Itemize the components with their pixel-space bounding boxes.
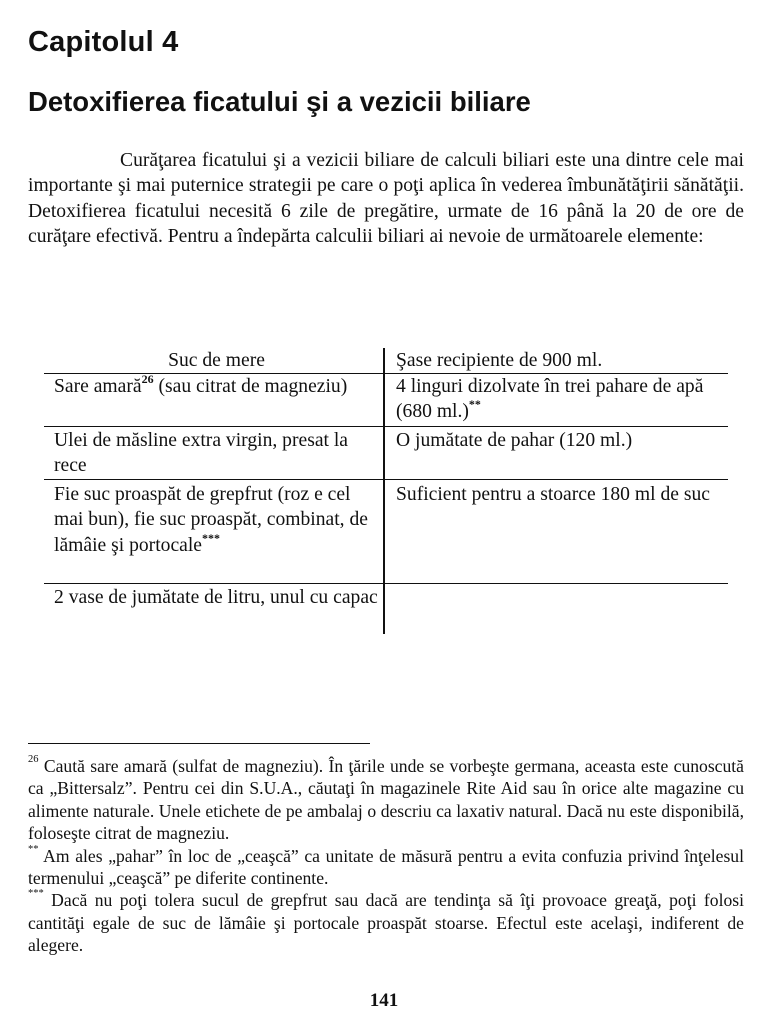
table-cell-item: 2 vase de jumătate de litru, unul cu capac bbox=[54, 587, 378, 608]
supplies-table bbox=[44, 348, 728, 634]
intro-paragraph: Curăţarea ficatului şi a vezicii biliare de calculi biliari este una dintre cele mai importante şi mai puternice strategii pe care o poţi aplica în vederea îmbunătăţirii sănătăţii. Detoxifierea ficatului necesită 6 zile de pregătire, urmate de 16 până la 20 de ore de curăţare efectivă. Pentru a îndepărta calculii biliari ai nevoie de următoarele elemente: bbox=[28, 150, 744, 248]
footnote-text: Dacă nu poţi tolera sucul de grepfrut sau dacă are tendinţa să îţi provoace greaţă, poţi folosi cantităţi egale de suc de lămâie şi portocale proaspăt stoarse. Efectul este acelaşi, indiferent de alegere. bbox=[28, 890, 744, 956]
table-row-divider bbox=[44, 479, 728, 480]
footnote-26 bbox=[28, 755, 744, 845]
footnote-double-star bbox=[28, 845, 744, 890]
footnote-triple-star bbox=[28, 889, 744, 956]
footnote-text: Caută sare amară (sulfat de magneziu). În ţările unde se vorbeşte germana, aceasta este cunoscută ca „Bittersalz”. Pentru cei din S.U.A., căutaţi în magazinele Rite Aid sau în orice alte magazine cu alimente naturale. Unele etichete de pe ambalaj o descriu ca laxativ natural. Dacă nu este disponibilă, foloseşte citrat de magneziu. bbox=[28, 756, 744, 844]
footnote-reference: 26 bbox=[141, 372, 154, 386]
table-cell-quantity: Şase recipiente de 900 ml. bbox=[396, 350, 603, 371]
footnote-marker: 26 bbox=[28, 754, 39, 765]
footnote-marker: ** bbox=[28, 843, 39, 855]
chapter-title: Detoxifierea ficatului şi a vezicii biliare bbox=[28, 86, 531, 117]
table-cell-quantity-text: 4 linguri dizolvate în trei pahare de apă (680 ml.) bbox=[396, 376, 704, 423]
footnote-reference: *** bbox=[201, 530, 220, 545]
table-column-divider bbox=[383, 348, 385, 634]
footnote-separator bbox=[28, 743, 370, 744]
table-cell-item: Suc de mere bbox=[168, 350, 265, 371]
footnote-reference: ** bbox=[468, 397, 481, 412]
table-cell-item-suffix: (sau citrat de magneziu) bbox=[153, 376, 348, 397]
table-cell-item bbox=[54, 482, 379, 558]
footnote-text: Am ales „pahar” în loc de „ceaşcă” ca unitate de măsură pentru a evita confuzia privind înţelesul termenului „ceaşcă” pe diferite continente. bbox=[28, 845, 744, 889]
table-cell-quantity bbox=[396, 374, 726, 425]
table-cell-item-text: Sare amară bbox=[54, 376, 142, 397]
table-cell-quantity: Suficient pentru a stoarce 180 ml de suc bbox=[396, 484, 710, 505]
table-cell-item-text: Fie suc proaspăt de grepfrut (roz e cel mai bun), fie suc proaspăt, combinat, de lămâie şi portocale bbox=[54, 484, 368, 556]
footnote-marker: *** bbox=[28, 888, 44, 900]
page-number: 141 bbox=[369, 990, 399, 1011]
footnotes bbox=[28, 755, 744, 957]
table-cell-item: Ulei de măsline extra virgin, presat la rece bbox=[54, 430, 348, 477]
table-cell-item bbox=[54, 374, 379, 399]
table-cell-quantity: O jumătate de pahar (120 ml.) bbox=[396, 430, 633, 451]
chapter-label: Capitolul 4 bbox=[28, 26, 179, 58]
